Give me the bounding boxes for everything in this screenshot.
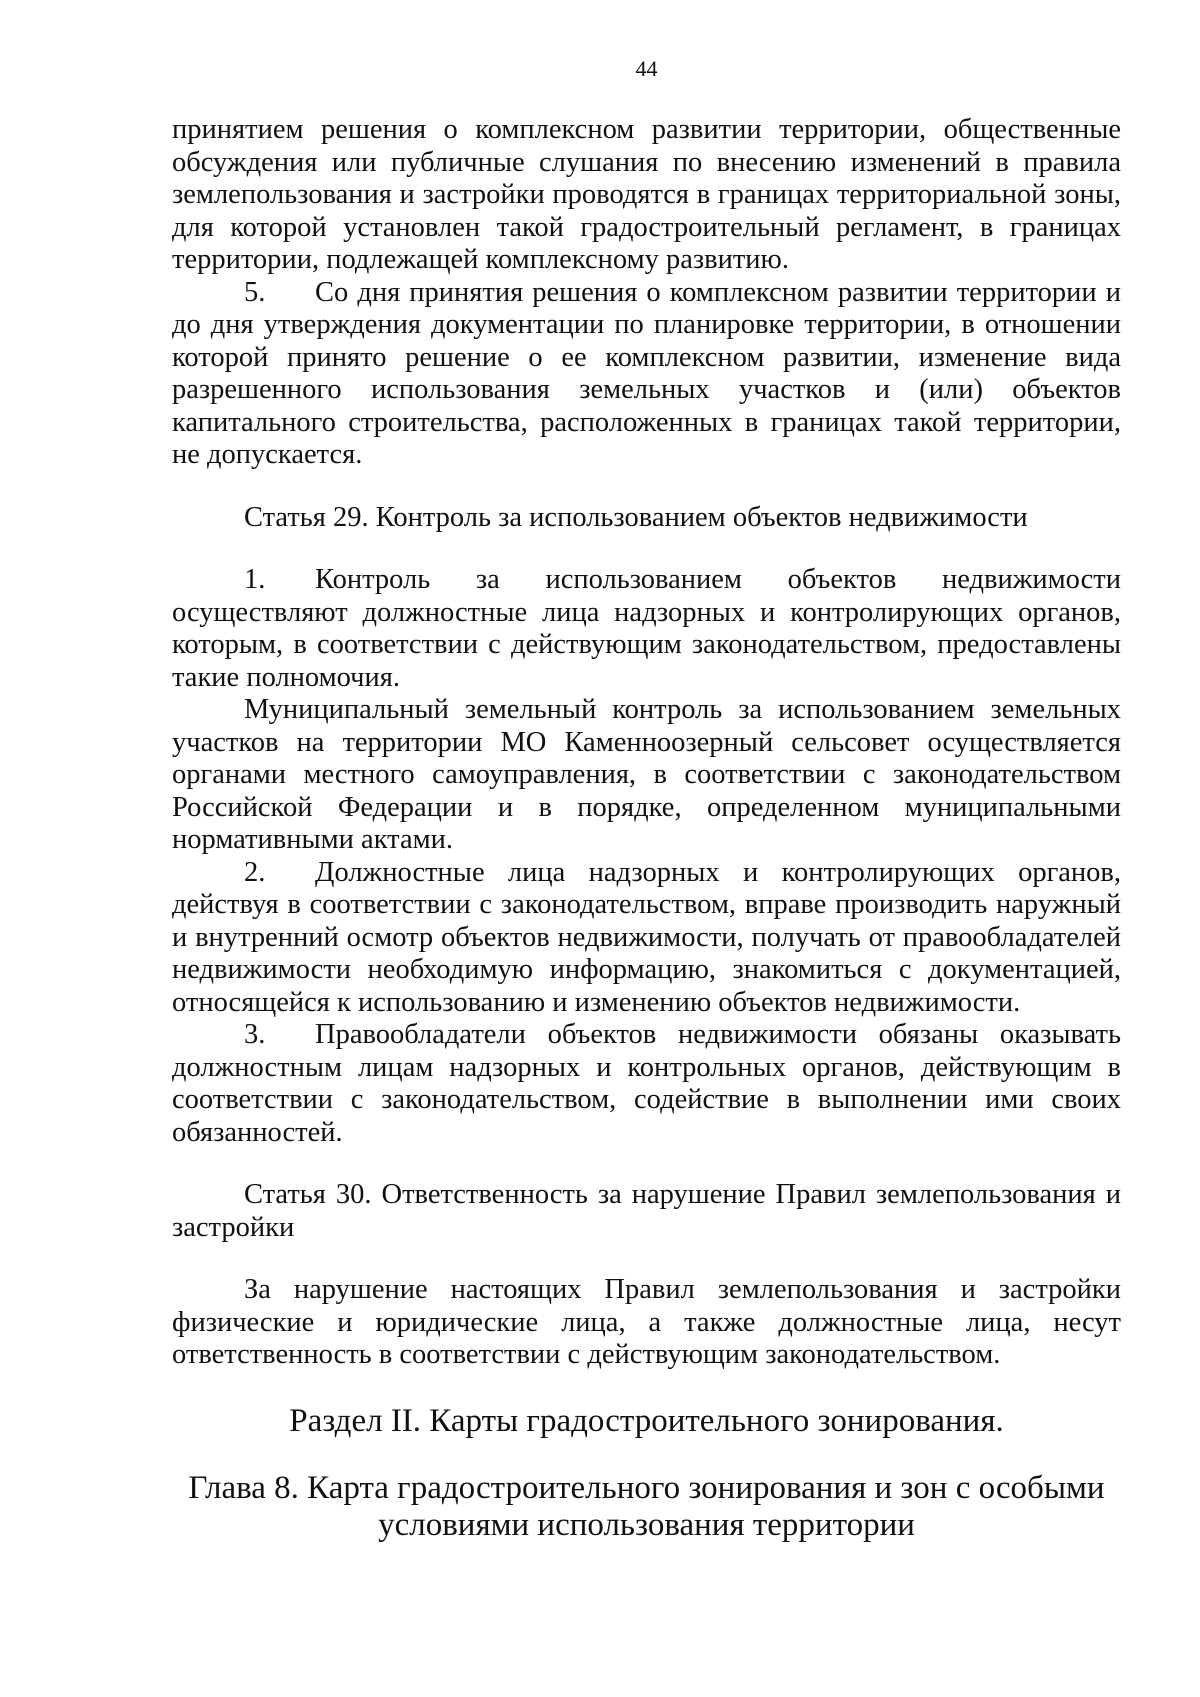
item-5-number: 5.: [244, 276, 266, 308]
chapter-title: [172, 1470, 1121, 1544]
article-29-item-3-paragraph: [172, 1019, 1121, 1149]
intro-paragraph: принятием решения о комплексном развитии территории, общественные обсуждения или публичные слушания по внесению изменений в правила землепользования и застройки проводятся в границах территориальной зоны, для которой установлен такой градостроительный регламент, в границах территории, подлежащей комплексному развитию.: [172, 114, 1121, 275]
section-title: Раздел II. Карты градостроительного зонирования.: [289, 1402, 1004, 1439]
article-29-item-3-number: 3.: [244, 1019, 266, 1050]
item-5-text: Со дня принятия решения о комплексном развитии территории и до дня утверждения документации по планировке территории, в отношении которой принято решение о ее комплексном развитии, изменение вида разрешенного использования земельных участков и (или) объектов капитального строительства, расположенных в границах такой территории, не допускается.: [172, 276, 1121, 470]
article-29-title: Статья 29. Контроль за использованием объектов недвижимости: [244, 501, 1028, 533]
article-30-paragraph: За нарушение настоящих Правил землепользования и застройки физические и юридические лица, а также должностные лица, несут ответственность в соответствии с действующим законодательством.: [172, 1274, 1121, 1370]
article-29-municipal-paragraph: Муниципальный земельный контроль за использованием земельных участков на территории МО Каменноозерный сельсовет осуществляется органами местного самоуправления, в соответствии с законодательством Российской Федерации и в порядке, определенном муниципальными нормативными актами.: [172, 694, 1121, 855]
document-page: [172, 54, 1121, 1544]
article-30-title: Статья 30. Ответственность за нарушение Правил землепользования и застройки: [172, 1179, 1121, 1243]
article-29-item-3-text: Правообладатели объектов недвижимости обязаны оказывать должностным лицам надзорных и контрольных органов, действующим в соответствии с законодательством, содействие в выполнении ими своих обязанностей.: [172, 1019, 1121, 1148]
article-29-item-1-text: Контроль за использованием объектов недвижимости осуществляют должностные лица надзорных и контролирующих органов, которым, в соответствии с действующим законодательством, предоставлены такие полномочия.: [172, 564, 1121, 693]
article-29-item-2-number: 2.: [244, 856, 266, 888]
page-number: 44: [635, 56, 658, 81]
item-5-paragraph: [172, 277, 1121, 472]
article-29-item-2-paragraph: [172, 857, 1121, 1020]
chapter-title-line-1: Глава 8. Карта градостроительного зонирования и зон с особыми: [188, 1469, 1105, 1506]
chapter-title-line-2: условиями использования территории: [378, 1506, 915, 1543]
article-29-item-1-paragraph: [172, 564, 1121, 694]
article-29-item-2-text: Должностные лица надзорных и контролирующих органов, действуя в соответствии с законодательством, вправе производить наружный и внутренний осмотр объектов недвижимости, получать от правообладателей недвижимости необходимую информацию, знакомиться с документацией, относящейся к использованию и изменению объектов недвижимости.: [172, 856, 1121, 1018]
article-29-item-1-number: 1.: [244, 564, 266, 595]
